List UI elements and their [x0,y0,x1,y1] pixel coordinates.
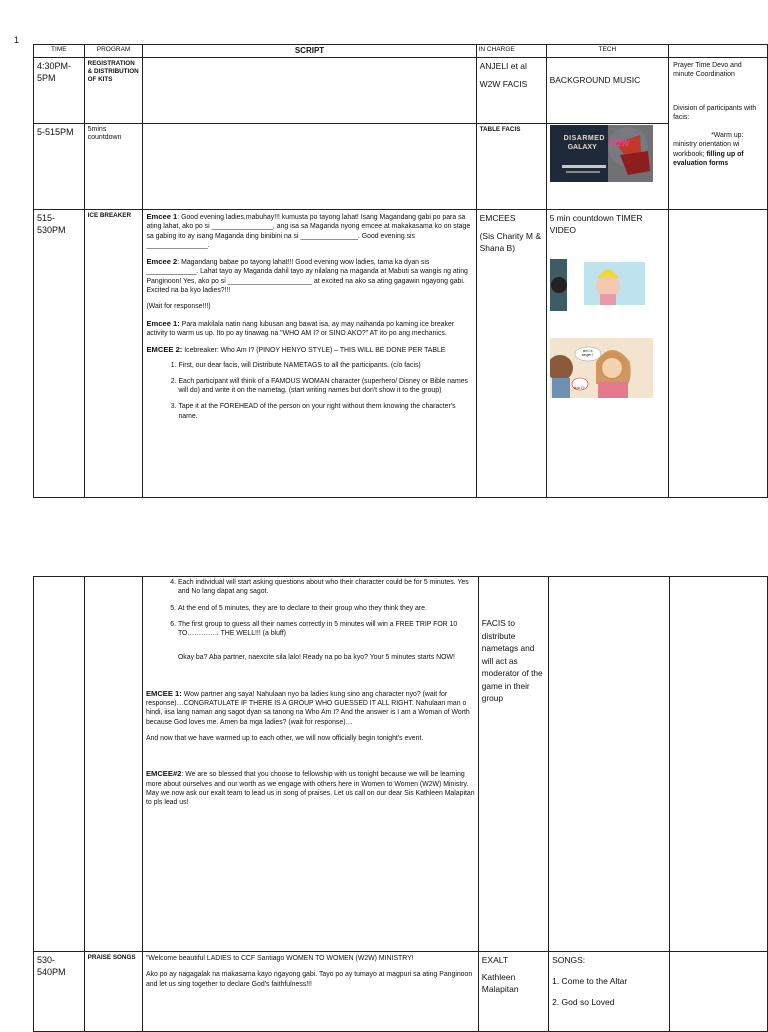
list-item: 1. First, our dear facis, will Distribute NAMETAGS to all the participants. (c/o facis) [178,361,472,370]
speaker-text: : We are so blessed that you choose to fellowship with us tonight because we will be learning more about ourselves and our worth as we engage with others here in Women to Women (W2W) Ministry. May we now ask our exalt team to lead us in song of praises. Let us call on our dear Sis Kathleen Malapitan to pls lead us! [145,771,475,807]
poster-graphic [550,125,653,182]
speaker-label: Emcee 1 [146,212,178,221]
speaker-label: Emcee 2 [146,257,178,267]
time-cell: 530-540PM [34,952,85,1032]
script-paragraph: "Welcome beautiful LADIES to CCF Santiago WOMEN TO WOMEN (W2W) MINISTRY! [145,955,414,962]
notes-text-normal: *Warm up: ministry orientation wi workbook; [673,132,744,158]
time-cell [34,577,85,952]
list-item: 2. Each participant will think of a FAMOUS WOMAN character (superhero/ Disney or Bible names will do) and write it on the nametag. (start writing names but don't show it to the group) [178,377,472,396]
speaker-label: EMCEE#2 [145,769,182,779]
speaker-label: EMCEE 2: [146,345,183,355]
in-charge-text: FACIS to distribute nametags and will act as moderator of the game in their group [481,618,543,703]
in-charge-cell [478,577,548,952]
script-paragraph: Okay ba? Aba partner, naexcite sila lalo! Ready na po ba kyo? Your 5 minutes starts NOW! [177,654,455,662]
program-cell: 5mins countdown [84,124,143,210]
program-table-page-1 [33,44,768,498]
timer-video-images [550,256,666,316]
table-row [34,124,768,210]
song-line: 2. God so Loved [552,997,615,1007]
script-paragraph: (Wait for response!!!) [146,303,211,311]
table-row [34,952,768,1032]
list-item: 4. Each individual will start asking questions about who their character could be for 5 minutes. Yes and No lang dapat ang sagot. [178,578,475,597]
notes-text-bold: filling up of evaluation forms [673,150,744,168]
time-cell: 515-530PM [34,210,85,498]
table-row [34,210,768,498]
in-charge-cell [476,58,546,124]
notes-cell [669,210,768,498]
script-paragraph [146,689,475,727]
script-paragraph [146,319,472,339]
in-charge-line: ANJELI et al [479,61,527,71]
bubble-text: am I a singer? [581,349,594,357]
notes-text: Division of participants with facis: [673,104,757,121]
tech-text: 5 min countdown TIMER VIDEO [549,213,643,235]
who-am-i-illustration [550,338,653,398]
in-charge-line: EMCEES [479,213,516,223]
script-cell [142,577,478,952]
mechanics-list [146,361,472,421]
script-paragraph: And now that we have warmed up to each other, we will now officially begin tonight's event. [145,734,424,742]
script-cell [143,58,476,124]
in-charge-line: W2W FACIS [479,79,528,89]
header-row [34,45,768,58]
list-item: 3. Tape it at the FOREHEAD of the person on your right without them knowing the character's name. [178,402,472,421]
list-item: 6. The first group to guess all their names correctly in 5 minutes will win a FREE TRIP FOR 10 TO………….. THE WELL!!! (a bluff) [178,620,475,639]
tech-cell [549,577,670,952]
header-in-charge: IN CHARGE [476,45,546,58]
script-cell [143,124,476,210]
speaker-label: Emcee 1: [146,318,180,328]
header-notes [669,45,768,58]
script-cell [143,210,476,498]
page-number: 1 [14,35,20,45]
poster-title: DISARMED [563,135,605,142]
script-paragraph [146,769,475,807]
script-paragraph [146,257,472,295]
illustration-graphic [550,338,653,398]
program-cell: REGISTRATION & DISTRIBUTION OF KITS [84,58,143,124]
script-cell [142,952,478,1032]
header-tech: TECH [546,45,669,58]
program-cell: ICE BREAKER [84,210,143,498]
tech-cell [549,952,670,1032]
speaker-text: Icebreaker: Who Am I? (PINOY HENYO STYLE) – THIS WILL BE DONE PER TABLE [182,347,446,355]
notes-text [673,131,764,168]
speaker-text: Para makilala natin nang lubusan ang bawat isa, ay may naihanda po kaming ice breaker activity to warm us up. Ito po ay tinawag na "WHO AM I? or SINO AKO?" AT ito po ang mechanics. [146,320,455,337]
song-line: SONGS: [552,955,586,965]
tech-cell [546,58,669,124]
time-cell: 5-515PM [34,124,85,210]
header-program: PROGRAM [84,45,143,58]
countdown-poster-image [550,125,653,182]
program-cell [84,577,142,952]
script-paragraph [146,345,472,355]
poster-logo: W2W [609,139,630,148]
in-charge-line: Kathleen Malapitan [481,972,519,994]
notes-cell [669,58,768,210]
notes-text: Prayer Time Devo and minute Coordination [673,62,742,79]
tech-cell [546,124,669,210]
in-charge-cell [476,210,546,498]
tech-cell [546,210,669,498]
in-charge-line: (Sis Charity M & Shana B) [479,231,541,253]
header-script: SCRIPT [143,45,476,58]
script-paragraph [146,212,472,250]
program-cell: PRAISE SONGS [84,952,142,1032]
song-line: 1. Come to the Altar [552,976,628,986]
in-charge-line: EXALT [481,955,509,965]
poster-subtitle: GALAXY [567,144,597,151]
speaker-text: : Good evening ladies,mabuhay!!! kumusta po tayong lahat! Isang Magandang gabi po para sa ating lahat, ako po si ________________, ang isa sa Maganda nyong emcee at makakasama ko on stage sa gabing ito ay isang Maganda ding binibini na si _______________. Good evening sis ________________. [146,214,471,249]
in-charge-cell [478,952,548,1032]
bubble-text: Am I? [573,385,585,390]
list-item: 5. At the end of 5 minutes, they are to declare to their group who they think they are. [178,604,475,613]
mechanics-list-continued [146,578,475,638]
speaker-label: EMCEE 1: [145,688,182,698]
timer-thumbnail [550,256,650,312]
table-row [34,577,768,952]
script-paragraph: Ako po ay nagagalak na makasama kayo ngayong gabi. Tayo po ay tumayo at magpuri sa ating Panginoon and let us sing together to declare God's faithfulness!!! [145,971,473,988]
table-row [34,58,768,124]
speaker-text: Wow partner ang saya! Nahulaan nyo ba ladies kung sino ang character nyo? (wait for response)…CONGRATULATE IF THERE IS A GROUP WHO GUESSED IT ALL RIGHT. Nahulaan man o hindi, iisa lang naman ang sagot dyan sa tanong na Who Am I? And the answer is I am a Woman of Worth because God loves me. Amen ba mga ladies? (wait for response)… [145,690,470,726]
program-table-page-2 [33,576,768,1032]
in-charge-cell: TABLE FACIS [476,124,546,210]
speaker-text: : Magandang babae po tayong lahat!!! Good evening wow ladies, tama ka dyan sis _____________. Lahat tayo ay Maganda dahil tayo ay nilalang na maganda at Mabuti sa wangis ng ating Panginoon! Yes, ako po si ______________________ at excited na ako sa ating gagawin ngayong gabi. Excited na ba kyo ladies?!!! [146,259,468,295]
time-cell: 4:30PM-5PM [34,58,85,124]
notes-cell [670,577,768,952]
tech-text: BACKGROUND MUSIC [549,75,641,85]
header-time: TIME [34,45,85,58]
notes-cell [670,952,768,1032]
